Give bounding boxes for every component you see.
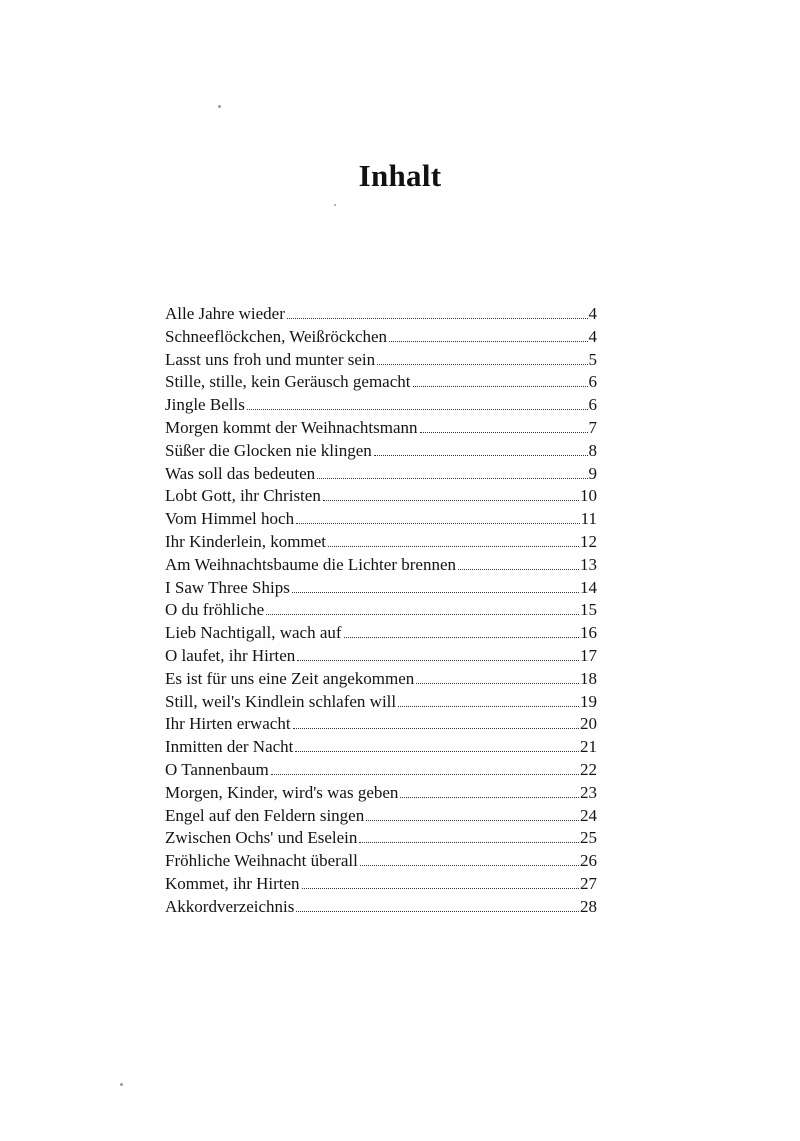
toc-entry <box>165 668 597 691</box>
toc-entry-page-number: 12 <box>580 531 597 551</box>
dot-leader <box>328 545 579 547</box>
toc-entry-title: Schneeflöckchen, Weißröckchen <box>165 326 388 346</box>
dot-leader <box>360 864 579 866</box>
toc-entry-title: Lasst uns froh und munter sein <box>165 349 376 369</box>
toc-entry <box>165 508 597 531</box>
toc-entry <box>165 485 597 508</box>
toc-entry-title: Stille, stille, kein Geräusch gemacht <box>165 372 411 392</box>
toc-entry-title: Lieb Nachtigall, wach auf <box>165 623 342 643</box>
toc-entry-title: Akkordverzeichnis <box>165 896 295 916</box>
toc-entry-page-number: 7 <box>588 417 597 437</box>
toc-entry-page-number: 4 <box>588 326 597 346</box>
toc-entry-page-number: 11 <box>580 509 597 529</box>
dot-leader <box>413 385 588 387</box>
toc-entry-title: Ihr Hirten erwacht <box>165 714 291 734</box>
dot-leader <box>292 591 579 593</box>
toc-entry-page-number: 4 <box>588 304 597 323</box>
dot-leader <box>344 636 579 638</box>
dot-leader <box>377 363 587 365</box>
dot-leader <box>297 659 579 661</box>
toc-entry-title: Jingle Bells <box>165 395 245 415</box>
toc-entry <box>165 599 597 622</box>
toc-entry <box>165 440 597 463</box>
scan-speck <box>120 1083 123 1086</box>
dot-leader <box>296 910 579 912</box>
toc-entry-page-number: 26 <box>580 851 597 871</box>
toc-entry <box>165 554 597 577</box>
toc-entry-title: O laufet, ihr Hirten <box>165 645 296 665</box>
toc-entry <box>165 417 597 440</box>
toc-entry <box>165 713 597 736</box>
toc-entry-page-number: 6 <box>588 395 597 415</box>
scan-speck <box>334 204 336 206</box>
toc-entry-page-number: 17 <box>580 645 597 665</box>
toc-entry <box>165 782 597 805</box>
scan-speck <box>218 105 221 108</box>
toc-entry <box>165 463 597 486</box>
toc-entry <box>165 873 597 896</box>
toc-entry-page-number: 6 <box>588 372 597 392</box>
dot-leader <box>374 454 588 456</box>
toc-entry <box>165 577 597 600</box>
dot-leader <box>266 613 579 615</box>
toc-entry <box>165 850 597 873</box>
toc-entry-title: Süßer die Glocken nie klingen <box>165 440 372 460</box>
toc-entry-page-number: 19 <box>580 691 597 711</box>
toc-entry <box>165 622 597 645</box>
dot-leader <box>416 682 579 684</box>
toc-entry-page-number: 15 <box>580 600 597 620</box>
toc-entry <box>165 326 597 349</box>
toc-entry-title: I Saw Three Ships <box>165 577 290 597</box>
dot-leader <box>302 887 579 889</box>
dot-leader <box>296 522 580 524</box>
toc-entry-page-number: 23 <box>580 782 597 802</box>
dot-leader <box>287 317 588 319</box>
toc-entry-page-number: 27 <box>580 873 597 893</box>
toc-entry-page-number: 10 <box>580 486 597 506</box>
toc-entry-title: Still, weil's Kindlein schlafen will <box>165 691 397 711</box>
toc-entry-title: Lobt Gott, ihr Christen <box>165 486 321 506</box>
dot-leader <box>389 340 587 342</box>
toc-entry <box>165 736 597 759</box>
toc-entry <box>165 827 597 850</box>
toc-entry-title: Morgen, Kinder, wird's was geben <box>165 782 399 802</box>
dot-leader <box>293 727 579 729</box>
toc-entry-page-number: 13 <box>580 554 597 574</box>
toc-entry-title: Vom Himmel hoch <box>165 509 295 529</box>
toc-entry-title: Morgen kommt der Weihnachtsmann <box>165 417 418 437</box>
toc-entry-title: Es ist für uns eine Zeit angekommen <box>165 668 415 688</box>
toc-entry-page-number: 20 <box>580 714 597 734</box>
dot-leader <box>271 773 579 775</box>
dot-leader <box>420 431 588 433</box>
toc-entry-page-number: 5 <box>588 349 597 369</box>
toc-entry <box>165 349 597 372</box>
toc-entry <box>165 303 597 326</box>
toc-entry-page-number: 18 <box>580 668 597 688</box>
toc-entry <box>165 805 597 828</box>
dot-leader <box>295 750 579 752</box>
page-title: Inhalt <box>358 158 442 193</box>
toc-entry <box>165 394 597 417</box>
dot-leader <box>323 499 579 501</box>
dot-leader <box>400 796 579 798</box>
toc-entry-title: Was soll das bedeuten <box>165 463 316 483</box>
table-of-contents <box>165 303 597 919</box>
toc-entry <box>165 759 597 782</box>
toc-entry-title: Zwischen Ochs' und Eselein <box>165 828 358 848</box>
toc-entry <box>165 531 597 554</box>
dot-leader <box>317 477 587 479</box>
toc-entry-page-number: 24 <box>580 805 597 825</box>
toc-entry-title: Kommet, ihr Hirten <box>165 873 300 893</box>
toc-entry <box>165 691 597 714</box>
toc-entry-page-number: 21 <box>580 737 597 757</box>
toc-entry-title: O du fröhliche <box>165 600 265 620</box>
toc-entry-title: Fröhliche Weihnacht überall <box>165 851 358 871</box>
dot-leader <box>247 408 588 410</box>
toc-entry-title: Engel auf den Feldern singen <box>165 805 365 825</box>
toc-entry <box>165 896 597 919</box>
toc-entry <box>165 371 597 394</box>
toc-entry-title: Am Weihnachtsbaume die Lichter brennen <box>165 554 456 574</box>
dot-leader <box>359 841 579 843</box>
toc-entry-page-number: 14 <box>580 577 597 597</box>
toc-entry-title: O Tannenbaum <box>165 759 269 779</box>
toc-entry-page-number: 25 <box>580 828 597 848</box>
toc-entry-title: Alle Jahre wieder <box>165 304 285 323</box>
toc-entry-page-number: 9 <box>588 463 597 483</box>
toc-entry-page-number: 22 <box>580 759 597 779</box>
dot-leader <box>398 705 579 707</box>
toc-entry-page-number: 28 <box>580 896 597 916</box>
dot-leader <box>366 819 579 821</box>
toc-entry-title: Inmitten der Nacht <box>165 737 294 757</box>
toc-entry <box>165 645 597 668</box>
dot-leader <box>458 568 579 570</box>
toc-entry-page-number: 16 <box>580 623 597 643</box>
toc-entry-title: Ihr Kinderlein, kommet <box>165 531 326 551</box>
toc-entry-page-number: 8 <box>588 440 597 460</box>
